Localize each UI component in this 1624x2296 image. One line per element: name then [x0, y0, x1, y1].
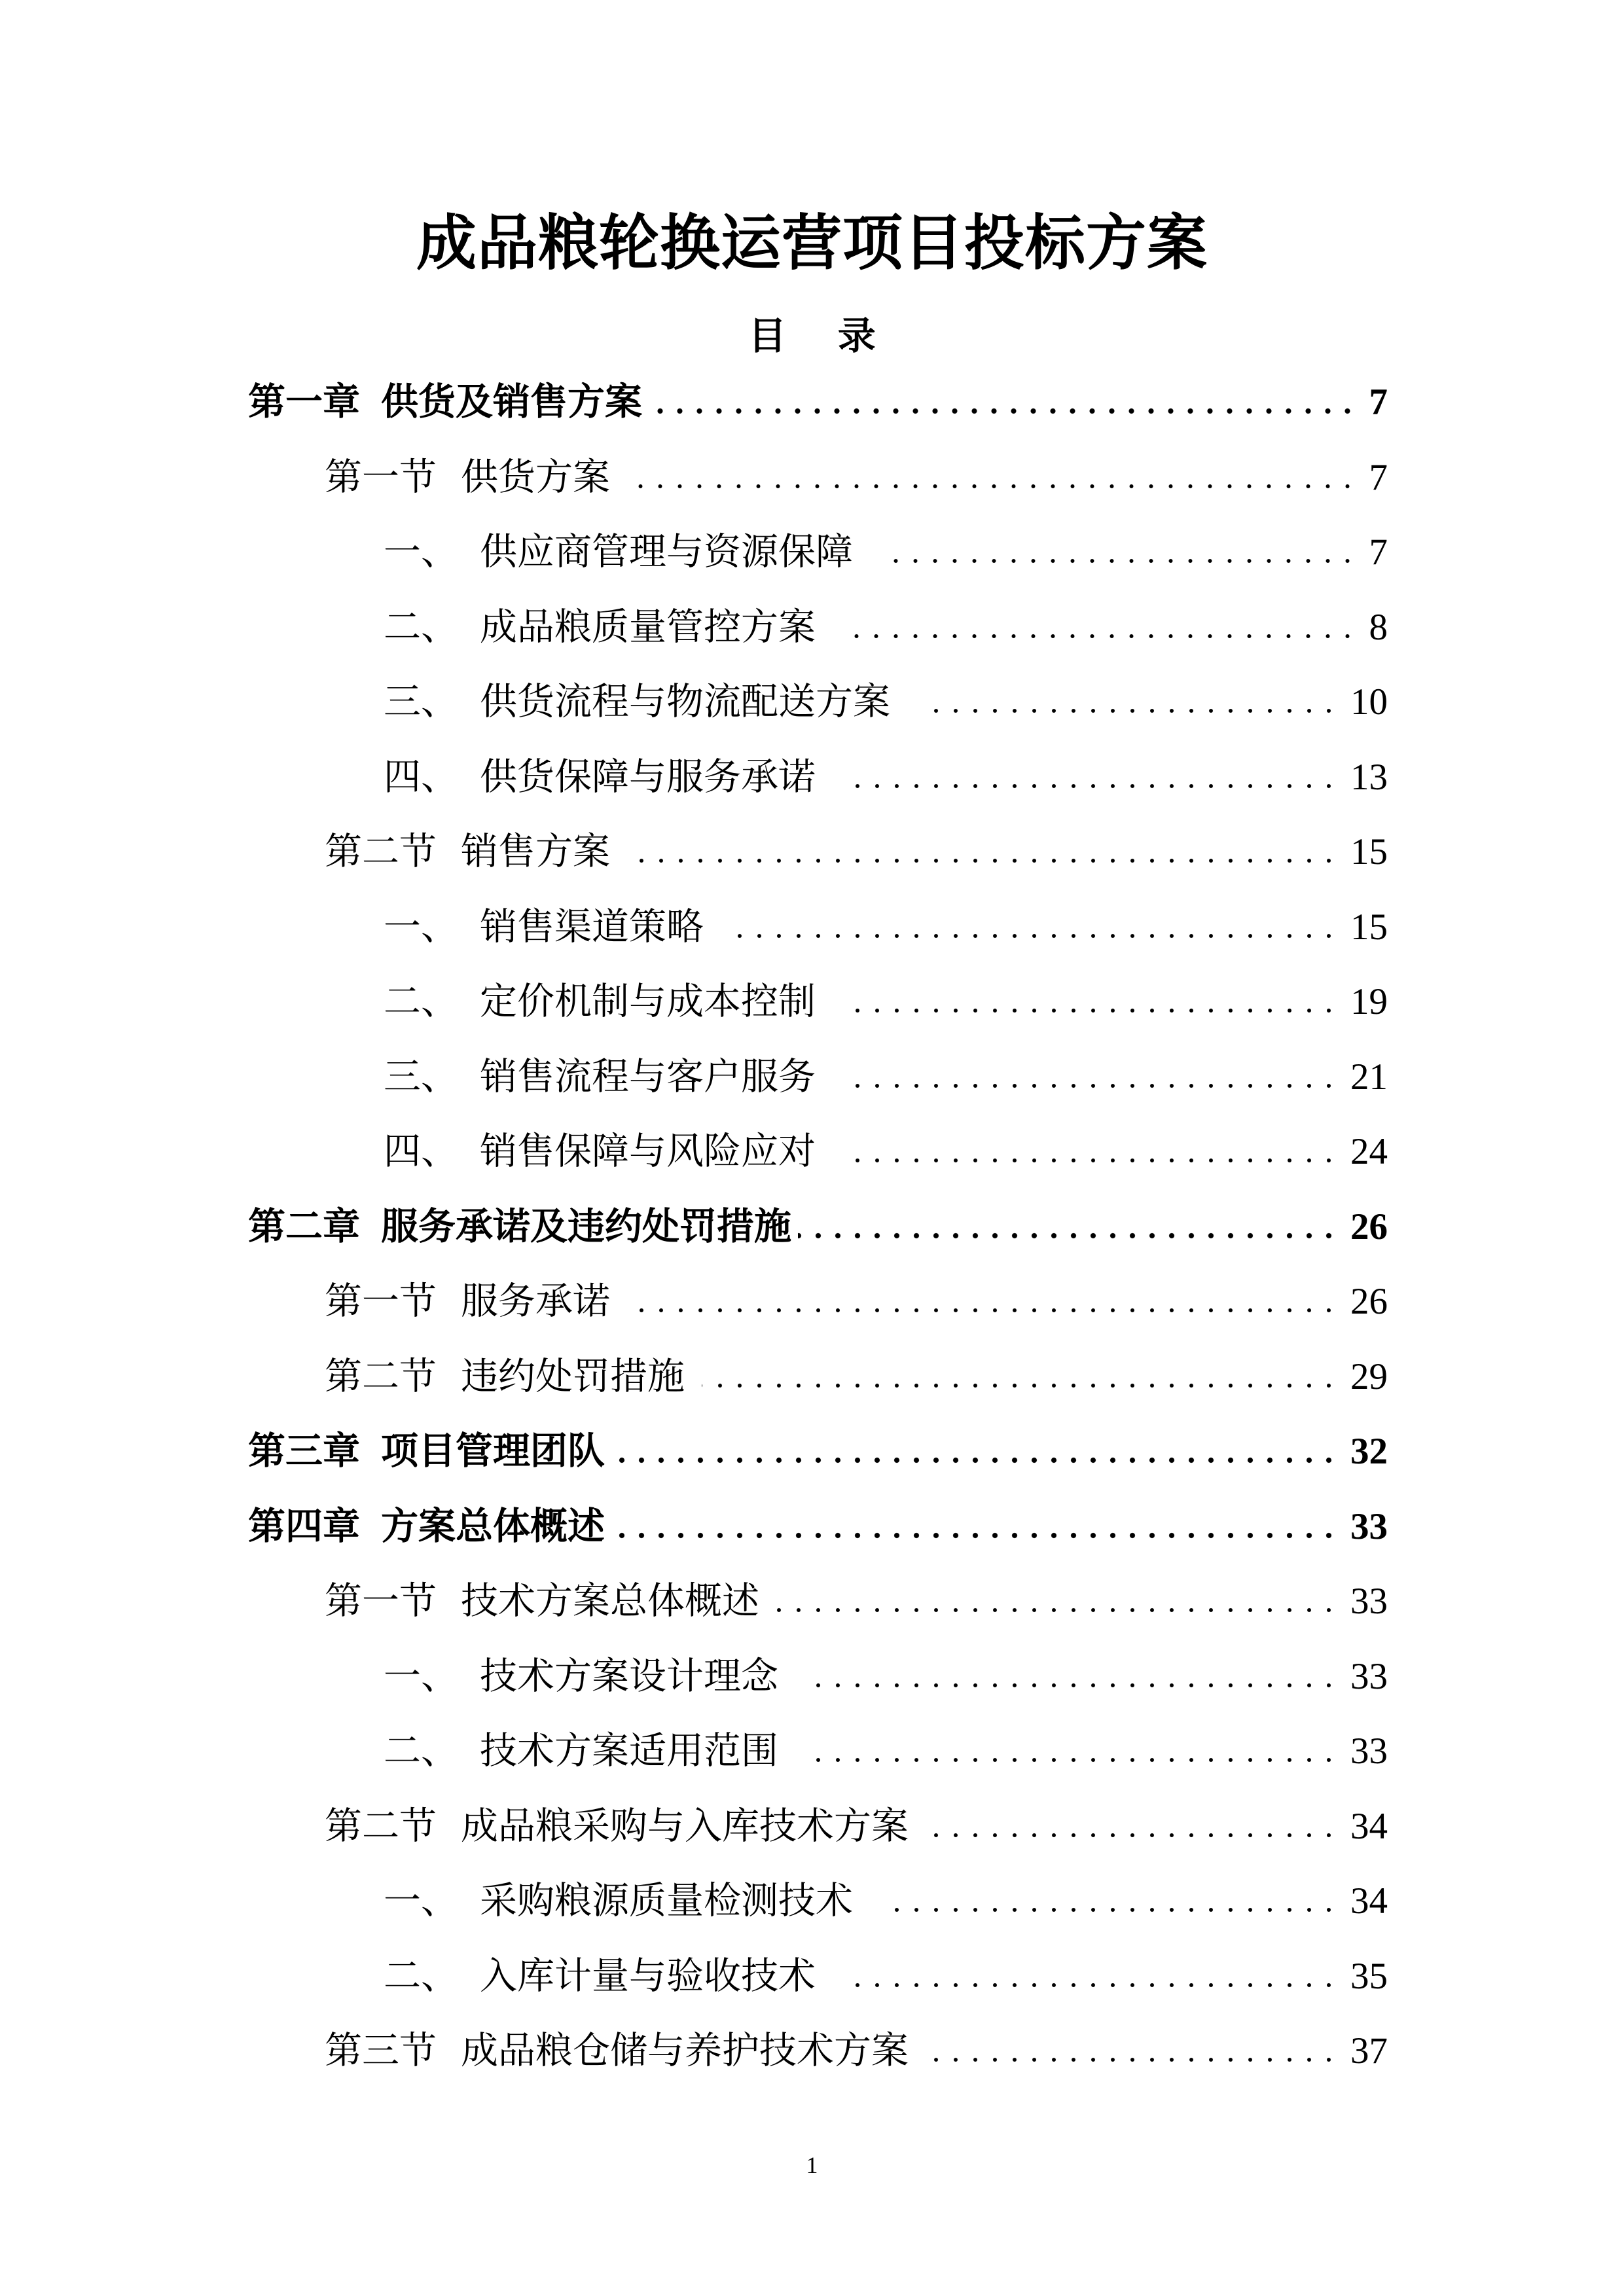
toc-heading: 目 录 [748, 315, 876, 357]
dot-leader [844, 1982, 1339, 1988]
dot-leader [844, 783, 1339, 789]
entry-page-number: 26 [1350, 1206, 1388, 1247]
dot-leader [844, 633, 1358, 639]
dot-leader [882, 1907, 1339, 1913]
entry-label: 一、 [384, 531, 458, 573]
entry-label: 第三章 [248, 1431, 360, 1472]
entry-page-number: 35 [1350, 1955, 1388, 1997]
toc-item-entry [248, 965, 1388, 1040]
entry-page-number: 10 [1350, 681, 1388, 723]
entry-label: 第一节 [325, 1581, 437, 1622]
entry-title: 成品粮采购与入库技术方案 [461, 1805, 909, 1847]
dot-leader [732, 933, 1339, 939]
entry-page-number: 34 [1350, 1880, 1388, 1922]
dot-leader [807, 1682, 1339, 1689]
entry-title: 服务承诺 [461, 1281, 610, 1322]
entry-label: 一、 [384, 1880, 458, 1922]
entry-page-number: 7 [1369, 531, 1388, 573]
entry-title: 成品粮仓储与养护技术方案 [461, 2030, 909, 2072]
dot-leader [807, 1757, 1339, 1763]
entry-page-number: 24 [1350, 1131, 1388, 1172]
entry-title: 定价机制与成本控制 [480, 981, 816, 1022]
toc-item-entry [248, 1115, 1388, 1190]
dot-leader [798, 1232, 1339, 1239]
entry-page-number: 33 [1350, 1731, 1388, 1772]
entry-page-number: 32 [1350, 1431, 1388, 1472]
entry-title: 服务承诺及违约处罚措施 [381, 1206, 791, 1247]
toc-chapter-entry [248, 1490, 1388, 1565]
entry-label: 二、 [384, 606, 458, 648]
entry-title: 供应商管理与资源保障 [480, 531, 853, 573]
entry-label: 第二节 [325, 831, 437, 872]
entry-label: 二、 [384, 1955, 458, 1997]
entry-label: 第一节 [325, 456, 437, 498]
entry-title: 销售流程与客户服务 [480, 1056, 816, 1098]
toc-item-entry [248, 740, 1388, 816]
entry-label: 二、 [384, 981, 458, 1022]
page-number: 1 [806, 2152, 818, 2178]
toc-item-entry [248, 1864, 1388, 1939]
table-of-contents [248, 365, 1388, 2089]
dot-leader [611, 1532, 1339, 1539]
entry-page-number: 33 [1350, 1655, 1388, 1697]
toc-chapter-entry [248, 1190, 1388, 1265]
entry-page-number: 21 [1350, 1056, 1388, 1098]
dot-leader [611, 1457, 1339, 1463]
toc-item-entry [248, 1040, 1388, 1115]
toc-chapter-entry [248, 1414, 1388, 1490]
dot-leader [926, 2056, 1339, 2063]
entry-page-number: 8 [1369, 606, 1388, 648]
entry-page-number: 33 [1350, 1505, 1388, 1547]
toc-item-entry [248, 1714, 1388, 1789]
dot-leader [702, 1382, 1339, 1389]
toc-item-entry [248, 515, 1388, 590]
entry-title: 项目管理团队 [381, 1431, 605, 1472]
dot-leader [844, 1007, 1339, 1014]
entry-title: 销售渠道策略 [480, 906, 704, 948]
entry-label: 第二节 [325, 1355, 437, 1397]
entry-title: 供货保障与服务承诺 [480, 756, 816, 798]
entry-label: 第二章 [248, 1206, 360, 1247]
entry-label: 三、 [384, 681, 458, 723]
toc-item-entry [248, 1939, 1388, 2015]
entry-label: 第三节 [325, 2030, 437, 2072]
entry-page-number: 26 [1350, 1281, 1388, 1322]
entry-page-number: 15 [1350, 906, 1388, 948]
entry-label: 二、 [384, 1731, 458, 1772]
toc-item-entry [248, 1640, 1388, 1715]
dot-leader [776, 1607, 1339, 1613]
entry-label: 三、 [384, 1056, 458, 1098]
dot-leader [882, 558, 1358, 564]
entry-title: 销售方案 [461, 831, 610, 872]
toc-section-entry [248, 2014, 1388, 2089]
entry-page-number: 29 [1350, 1355, 1388, 1397]
toc-item-entry [248, 665, 1388, 740]
dot-leader [926, 1832, 1339, 1839]
entry-label: 四、 [384, 756, 458, 798]
entry-title: 供货及销售方案 [381, 382, 642, 423]
entry-label: 一、 [384, 906, 458, 948]
entry-title: 技术方案适用范围 [480, 1731, 778, 1772]
entry-title: 技术方案设计理念 [480, 1655, 778, 1697]
entry-page-number: 15 [1350, 831, 1388, 872]
dot-leader [844, 1083, 1339, 1089]
entry-page-number: 33 [1350, 1581, 1388, 1622]
dot-leader [844, 1157, 1339, 1164]
entry-page-number: 7 [1369, 382, 1388, 423]
entry-title: 采购粮源质量检测技术 [480, 1880, 853, 1922]
entry-title: 方案总体概述 [381, 1505, 605, 1547]
entry-title: 成品粮质量管控方案 [480, 606, 816, 648]
dot-leader [649, 408, 1358, 414]
toc-section-entry [248, 1340, 1388, 1415]
entry-label: 一、 [384, 1655, 458, 1697]
entry-page-number: 34 [1350, 1805, 1388, 1847]
entry-title: 技术方案总体概述 [461, 1581, 759, 1622]
toc-section-entry [248, 1564, 1388, 1640]
entry-title: 违约处罚措施 [461, 1355, 685, 1397]
dot-leader [627, 857, 1339, 864]
dot-leader [627, 483, 1358, 490]
toc-section-entry [248, 815, 1388, 890]
entry-title: 供货方案 [461, 456, 610, 498]
entry-label: 第二节 [325, 1805, 437, 1847]
entry-title: 入库计量与验收技术 [480, 1955, 816, 1997]
entry-title: 销售保障与风险应对 [480, 1131, 816, 1172]
entry-page-number: 37 [1350, 2030, 1388, 2072]
toc-section-entry [248, 1265, 1388, 1340]
toc-item-entry [248, 890, 1388, 965]
toc-section-entry [248, 1789, 1388, 1865]
entry-page-number: 7 [1369, 456, 1388, 498]
document-title: 成品粮轮换运营项目投标方案 [416, 210, 1208, 277]
entry-label: 第一节 [325, 1281, 437, 1322]
dot-leader [627, 1307, 1339, 1314]
dot-leader [919, 708, 1339, 714]
entry-page-number: 19 [1350, 981, 1388, 1022]
toc-chapter-entry [248, 365, 1388, 440]
entry-title: 供货流程与物流配送方案 [480, 681, 890, 723]
toc-item-entry [248, 590, 1388, 666]
entry-label: 四、 [384, 1131, 458, 1172]
entry-page-number: 13 [1350, 756, 1388, 798]
toc-section-entry [248, 440, 1388, 516]
entry-label: 第四章 [248, 1505, 360, 1547]
entry-label: 第一章 [248, 382, 360, 423]
